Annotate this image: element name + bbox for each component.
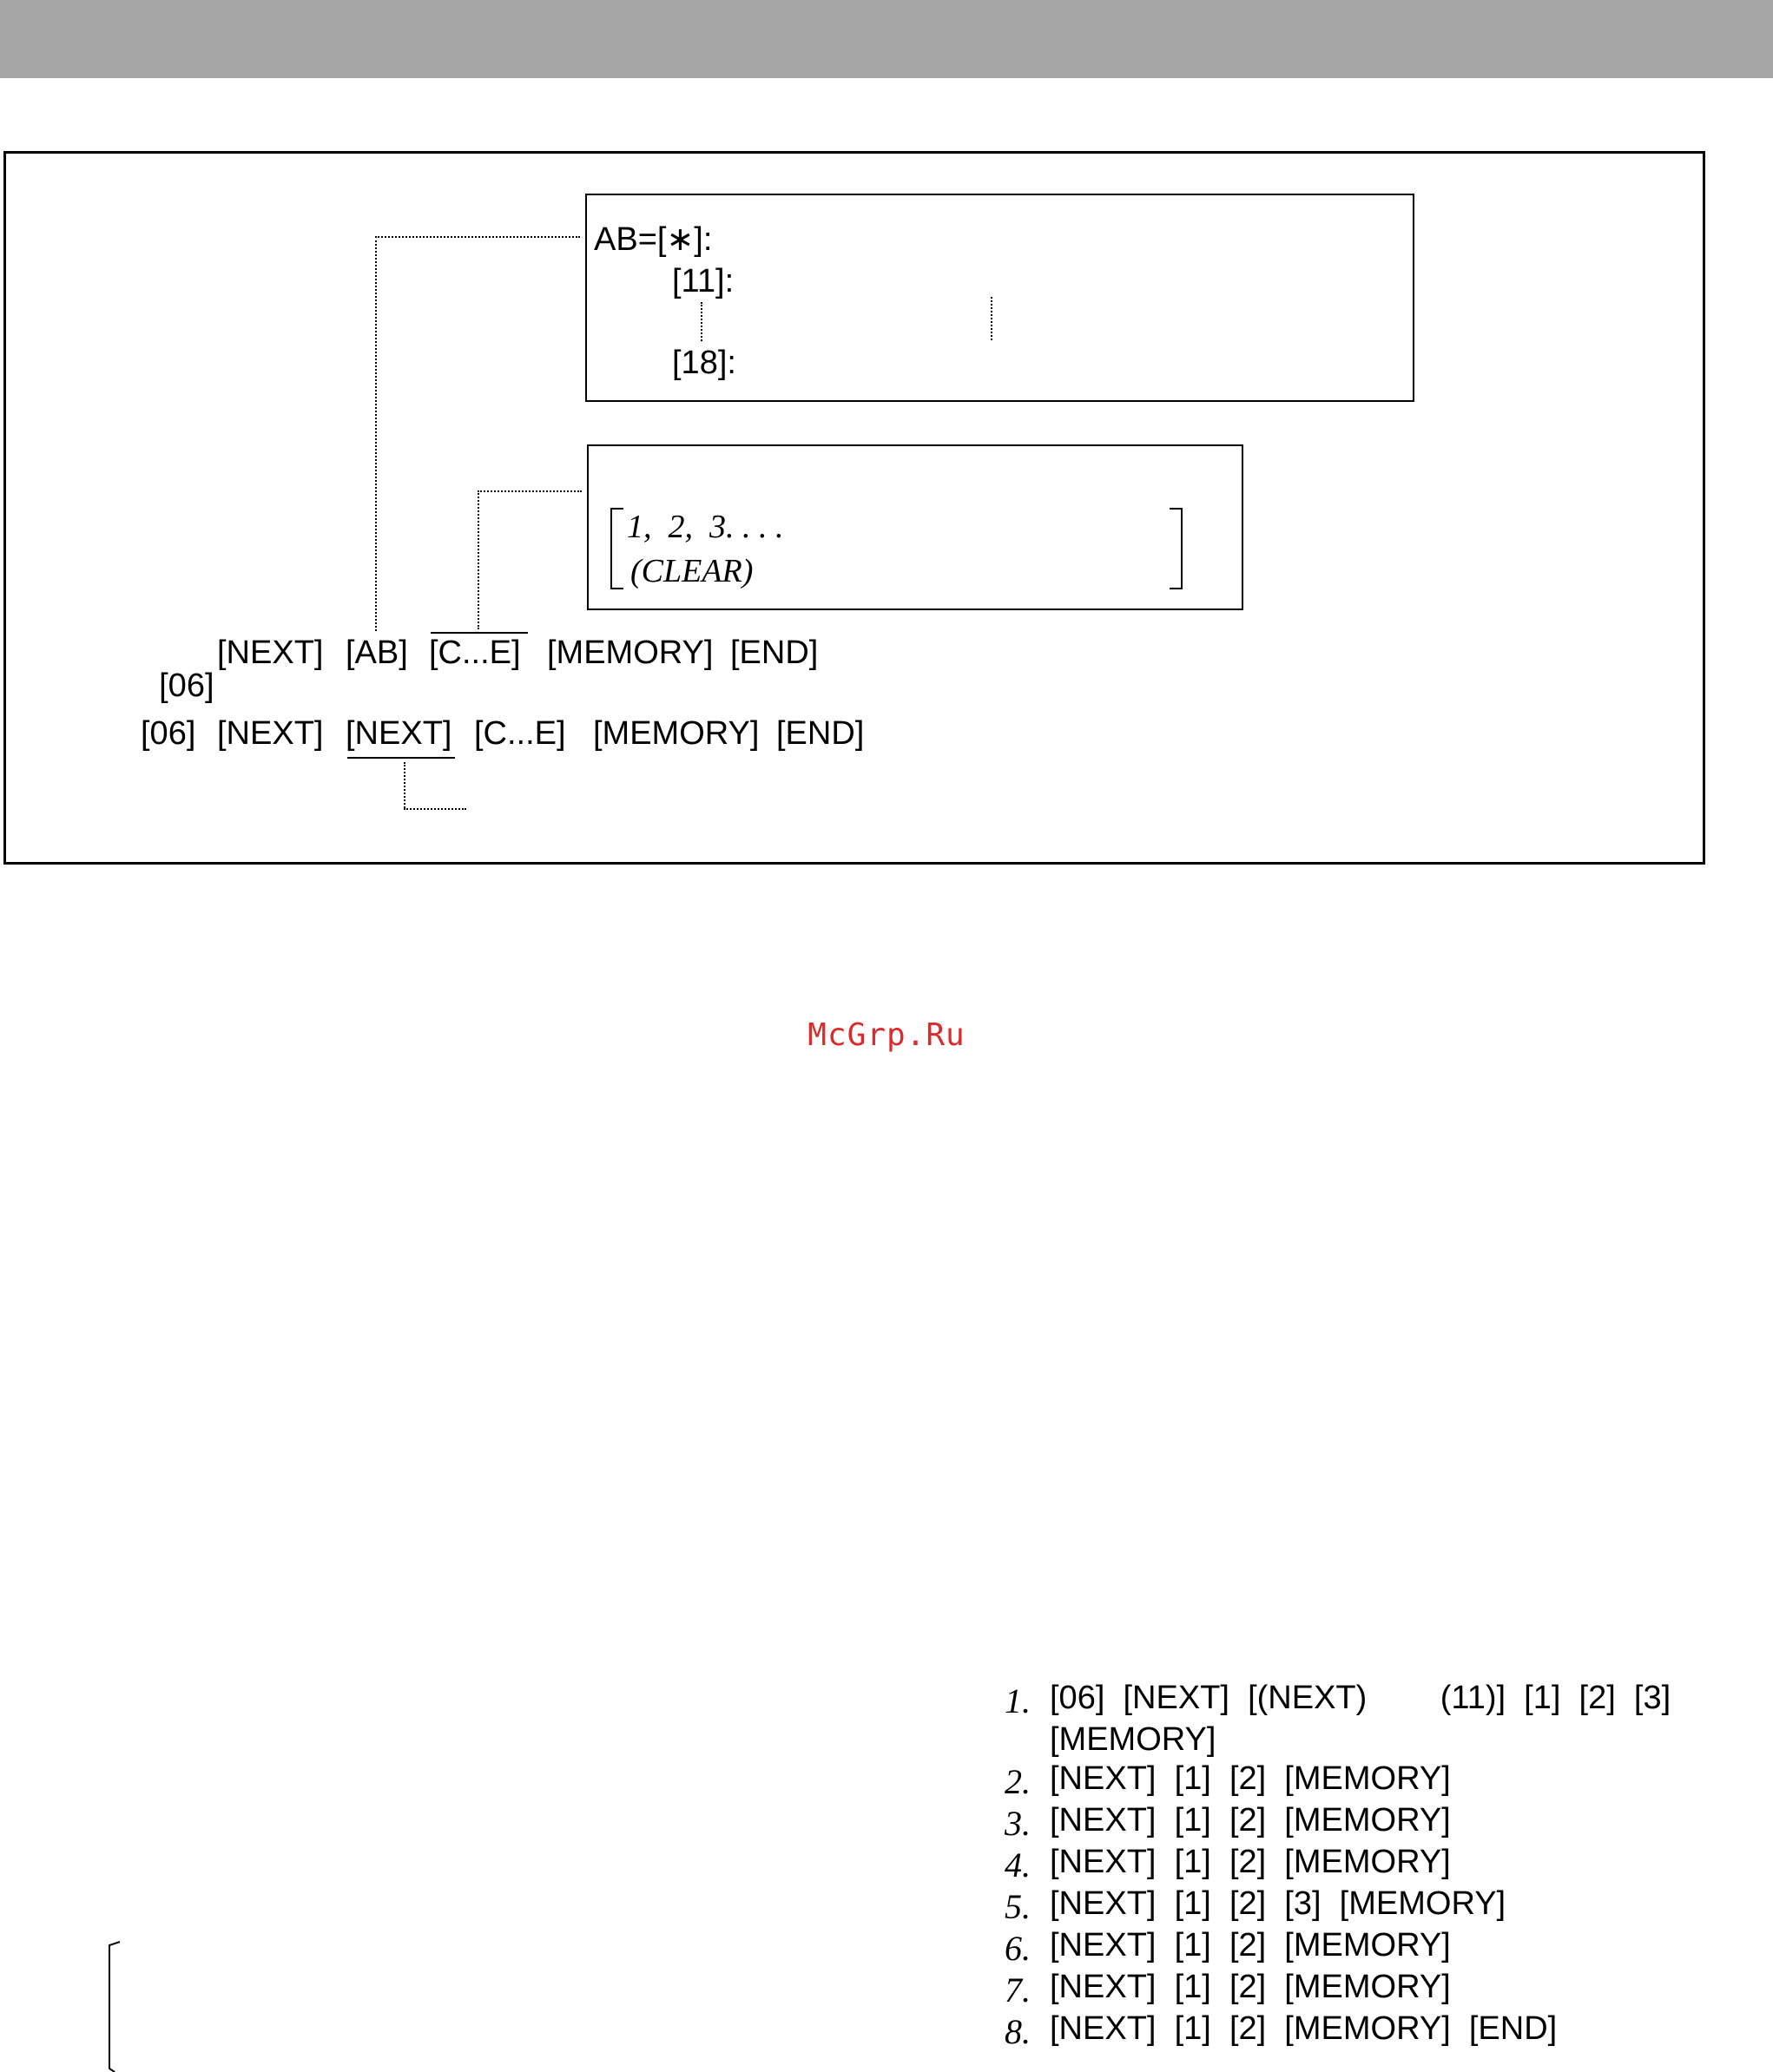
display-line-ab: AB=[∗]:: [594, 221, 713, 258]
display-ellipsis-right: [991, 297, 992, 340]
step-7-number: 7.: [1005, 1970, 1031, 2010]
step-6-number: 6.: [1005, 1929, 1031, 1968]
seq2-key-06: [06]: [141, 715, 196, 752]
display-line-18: [18]:: [672, 345, 736, 381]
step-7-text: [NEXT] [1] [2] [MEMORY]: [1050, 1969, 1451, 2005]
step-3-number: 3.: [1005, 1804, 1031, 1843]
leader-next-horizontal: [404, 808, 466, 810]
range-clear: (CLEAR): [630, 553, 754, 589]
step-4-text: [NEXT] [1] [2] [MEMORY]: [1050, 1844, 1451, 1880]
step-8-text: [NEXT] [1] [2] [MEMORY] [END]: [1050, 2010, 1558, 2047]
step-1-text-cont: [MEMORY]: [1050, 1721, 1216, 1758]
seq2-key-next-underlined: [NEXT]: [346, 715, 452, 752]
leader-next-vertical: [404, 762, 405, 808]
seq1-key-end: [END]: [730, 635, 819, 671]
seq1-key-ab: [AB]: [346, 635, 408, 671]
watermark: McGrp.Ru: [807, 1017, 966, 1053]
left-bracket-fragment: [102, 1940, 123, 2072]
seq1-key-memory: [MEMORY]: [547, 635, 714, 671]
seq1-overline-ce: [431, 632, 528, 634]
seq2-key-ce: [C...E]: [474, 715, 566, 752]
range-left-bracket: [608, 507, 627, 590]
header-bar: [0, 0, 1773, 78]
leader-ab-horizontal: [375, 236, 580, 238]
seq2-key-end: [END]: [776, 715, 865, 752]
step-1-text: [06] [NEXT] [(NEXT) (11)] [1] [2] [3]: [1050, 1680, 1671, 1716]
step-3-text: [NEXT] [1] [2] [MEMORY]: [1050, 1802, 1451, 1838]
step-6-text: [NEXT] [1] [2] [MEMORY]: [1050, 1927, 1451, 1963]
seq2-underline-next: [347, 757, 455, 759]
seq2-key-memory: [MEMORY]: [593, 715, 760, 752]
leader-ab-vertical: [375, 236, 377, 631]
step-2-number: 2.: [1005, 1762, 1031, 1801]
display-line-11: [11]:: [672, 263, 735, 299]
step-1-number: 1.: [1005, 1681, 1031, 1720]
step-5-number: 5.: [1005, 1887, 1031, 1926]
leader-ce-vertical: [478, 490, 479, 629]
step-2-text: [NEXT] [1] [2] [MEMORY]: [1050, 1760, 1451, 1797]
seq1-key-ce: [C...E]: [429, 635, 521, 671]
step-8-number: 8.: [1005, 2012, 1031, 2051]
range-values: 1, 2, 3. . . .: [627, 509, 784, 545]
range-right-bracket: [1166, 507, 1185, 590]
step-5-text: [NEXT] [1] [2] [3] [MEMORY]: [1050, 1885, 1506, 1922]
leader-ce-horizontal: [478, 490, 582, 492]
seq1-key-06: [06]: [159, 668, 214, 704]
seq1-key-next: [NEXT]: [217, 635, 324, 671]
key-sequence-1: [141, 636, 214, 702]
display-ellipsis-left: [701, 302, 702, 341]
step-4-number: 4.: [1005, 1845, 1031, 1885]
seq2-key-next: [NEXT]: [217, 715, 324, 752]
